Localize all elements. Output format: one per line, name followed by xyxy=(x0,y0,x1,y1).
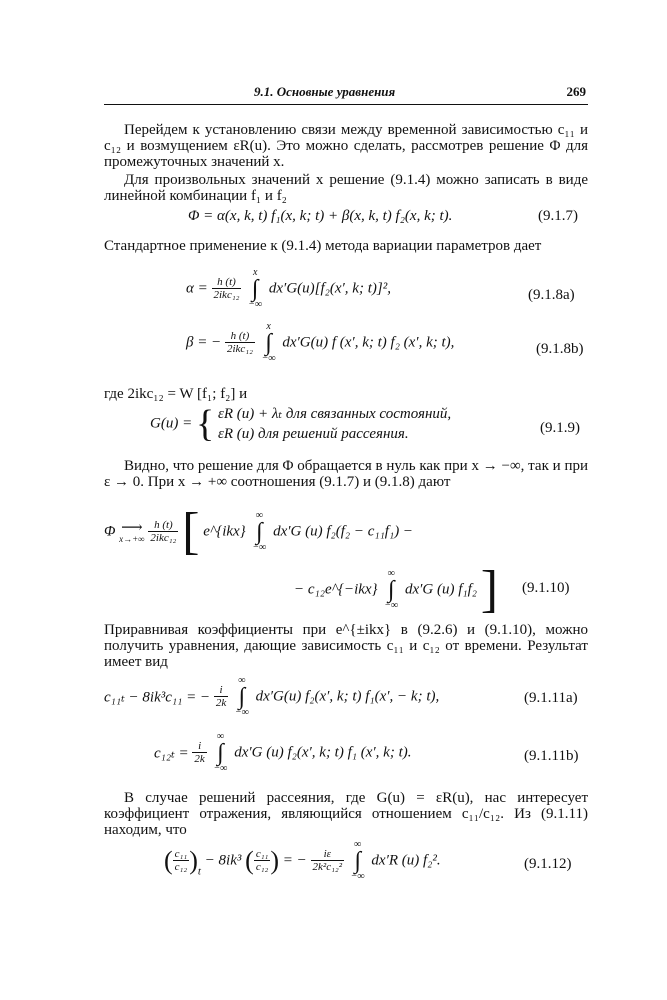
paragraph-5 xyxy=(104,622,588,670)
eq10-upper-limit-2: ∞ xyxy=(387,568,395,579)
eq10-lower-limit-2: −∞ xyxy=(384,600,399,611)
equation-9-1-11b xyxy=(154,732,411,774)
equation-9-1-10-line-1 xyxy=(104,503,414,560)
paragraph-1 xyxy=(104,122,588,170)
eq11a-fraction xyxy=(214,684,228,710)
eq12-ratio2-num: c₁₁ xyxy=(255,848,269,860)
integral-sign: ∞ ∫ −∞ xyxy=(234,675,249,718)
eq11b-fraction xyxy=(192,740,206,766)
eq11b-body: dx′G (u) f₂(x′, k; t) f₁ (x′, k; t). xyxy=(234,744,412,761)
eq8a-body: dx′G(u)[f₂(x′, k; t)]², xyxy=(268,280,391,297)
eq12-lower-limit: −∞ xyxy=(350,871,365,882)
integral-sign: ∞ ∫ −∞ xyxy=(350,839,365,882)
equation-9-1-8a xyxy=(186,268,391,310)
paragraph-5-text: Приравнивая коэффициенты при e^{±ikx} в (9.2.6) и (9.1.10), можно получить уравнения, дающие зависимость c₁₁ и c₁₂ от времени. Результат имеет вид xyxy=(104,622,588,670)
equation-number-9-1-8b: (9.1.8b) xyxy=(536,341,584,357)
eq12-t-subscript: t xyxy=(197,865,201,878)
eq12-upper-limit: ∞ xyxy=(354,839,362,850)
eq9-case-scatter: εR (u) для решений рассеяния. xyxy=(217,426,409,442)
eq12-ratio xyxy=(173,848,190,874)
eq10-fraction xyxy=(148,519,178,545)
left-paren: ( xyxy=(164,846,173,875)
limit-arrow: ⟶ x→+∞ xyxy=(119,519,145,544)
paragraph-1-text: Перейдем к установлению связи между временной зависимостью c₁₁ и c₁₂ и возмущением εR(u). Это можно сделать, рассмотрев решение Φ для промежуточных значений x. xyxy=(104,122,588,170)
page-number: 269 xyxy=(566,84,586,99)
eq8b-fraction xyxy=(225,330,255,356)
equation-number-9-1-11b: (9.1.11b) xyxy=(524,748,579,764)
right-bracket: ] xyxy=(480,561,499,618)
left-brace: { xyxy=(195,403,215,445)
eq10-upper-limit-1: ∞ xyxy=(255,510,263,521)
header-title: 9.1. Основные уравнения xyxy=(254,84,396,99)
eq8b-frac-num: h (t) xyxy=(225,330,255,343)
equation-number-9-1-12: (9.1.12) xyxy=(524,856,572,872)
paragraph-6-text: В случае решений рассеяния, где G(u) = εR(u), нас интересует коэффициент отражения, являющийся отношением c₁₁/c₁₂. Из (9.1.11) находим, что xyxy=(104,790,588,838)
integral-sign: x ∫ −∞ xyxy=(248,267,263,310)
equation-9-1-8b xyxy=(186,322,454,364)
eq11b-frac-den: 2k xyxy=(194,753,205,765)
eq11b-lower-limit: −∞ xyxy=(213,763,228,774)
running-header xyxy=(104,84,588,105)
eq10-lhs: Φ xyxy=(104,523,116,540)
integral-sign: ∞ ∫ −∞ xyxy=(252,510,267,553)
eq8b-upper-limit: x xyxy=(266,321,271,332)
right-paren: ) xyxy=(189,846,198,875)
equation-number-9-1-8a: (9.1.8a) xyxy=(528,287,575,303)
eq11a-body: dx′G(u) f₂(x′, k; t) f₁(x′, − k; t), xyxy=(255,688,440,705)
eq10-line2-body: dx′G (u) f₁f₂ xyxy=(404,581,477,598)
paragraph-2-text: Для произвольных значений x решение (9.1.4) можно записать в виде линейной комбинации f₁ и f₂ xyxy=(104,172,588,204)
equation-9-1-9 xyxy=(150,404,451,444)
eq12-eqsign: = − xyxy=(282,852,307,869)
eq8a-lower-limit: −∞ xyxy=(248,299,263,310)
equation-9-1-11a xyxy=(104,676,439,718)
equation-number-9-1-7: (9.1.7) xyxy=(538,208,578,224)
eq12-ratio-2 xyxy=(254,848,271,874)
paragraph-3-text: Стандартное применение к (9.1.4) метода вариации параметров дает xyxy=(104,238,542,254)
eq11a-lhs: c₁₁ₜ − 8ik³c₁₁ = − xyxy=(104,689,211,706)
eq12-ratio2-den: c₁₂ xyxy=(255,861,269,873)
eq10-arrow-sub: x→+∞ xyxy=(119,533,145,544)
paragraph-3 xyxy=(104,238,588,254)
eq8b-lhs: β = − xyxy=(186,334,222,351)
eq12-ratio-num: c₁₁ xyxy=(174,848,188,860)
eq9-case-bound: εR (u) + λₜ для связанных состояний, xyxy=(217,406,452,422)
eq8a-frac-den: 2ikc₁₂ xyxy=(213,289,240,301)
equation-9-1-10-line-2 xyxy=(294,561,499,618)
eq11a-frac-den: 2k xyxy=(215,697,227,709)
where-text: где 2ikc₁₂ = W [f₁; f₂] и xyxy=(104,386,248,402)
eq10-exp-pos: e^{ikx} xyxy=(203,523,246,540)
eq8b-body: dx′G(u) f (x′, k; t) f₂ (x′, k; t), xyxy=(282,334,455,351)
equation-9-1-7: Φ = α(x, k, t) f₁(x, k; t) + β(x, k, t) f₂(x, k; t). xyxy=(188,208,453,224)
paragraph-2 xyxy=(104,172,588,204)
eq12-frac-num: iε xyxy=(311,848,345,861)
equation-number-9-1-9: (9.1.9) xyxy=(540,420,580,436)
equation-number-9-1-11a: (9.1.11a) xyxy=(524,690,578,706)
eq11b-lhs: c₁₂ₜ = xyxy=(154,745,189,762)
eq10-line2-pre: − c₁₂e^{−ikx} xyxy=(294,581,378,598)
eq10-frac-num: h (t) xyxy=(148,519,178,532)
paragraph-6 xyxy=(104,790,588,838)
left-paren-2: ( xyxy=(245,846,254,875)
right-paren-2: ) xyxy=(270,846,280,875)
eq9-cases xyxy=(218,404,451,444)
left-bracket: [ xyxy=(182,503,200,560)
eq10-lower-limit-1: −∞ xyxy=(252,542,267,553)
eq8a-lhs: α = xyxy=(186,280,208,297)
eq10-frac-den: 2ikc₁₂ xyxy=(150,532,177,544)
integral-sign: ∞ ∫ −∞ xyxy=(213,731,228,774)
paragraph-4 xyxy=(104,458,588,490)
equation-number-9-1-10: (9.1.10) xyxy=(522,580,570,596)
integral-sign: ∞ ∫ −∞ xyxy=(384,568,399,611)
eq8b-lower-limit: −∞ xyxy=(261,353,276,364)
eq12-fraction xyxy=(311,848,345,874)
eq11b-upper-limit: ∞ xyxy=(216,731,225,742)
eq11a-frac-num: i xyxy=(214,684,228,697)
eq12-body: dx′R (u) f₂². xyxy=(371,852,441,869)
eq8a-frac-num: h (t) xyxy=(212,276,242,289)
eq8b-frac-den: 2ikc₁₂ xyxy=(226,343,253,355)
eq11a-upper-limit: ∞ xyxy=(238,675,246,686)
eq11a-lower-limit: −∞ xyxy=(234,707,249,718)
eq12-frac-den: 2k²c₁₂² xyxy=(312,861,343,873)
where-line xyxy=(104,386,588,402)
eq8a-fraction xyxy=(212,276,242,302)
eq11b-frac-num: i xyxy=(192,740,206,753)
eq8a-upper-limit: x xyxy=(252,267,258,278)
integral-sign: x ∫ −∞ xyxy=(261,321,276,364)
equation-9-1-12 xyxy=(164,840,441,882)
eq9-lhs: G(u) = xyxy=(150,415,193,432)
eq12-ratio-den: c₁₂ xyxy=(174,861,188,873)
paragraph-4-text: Видно, что решение для Φ обращается в нуль как при x → −∞, так и при ε → 0. При x → +∞ соотношения (9.1.7) и (9.1.8) дают xyxy=(104,458,588,490)
eq12-mid: − 8ik³ xyxy=(204,852,242,869)
eq10-line1-body: dx′G (u) f₂(f₂ − c₁₁f₁) − xyxy=(273,523,414,540)
